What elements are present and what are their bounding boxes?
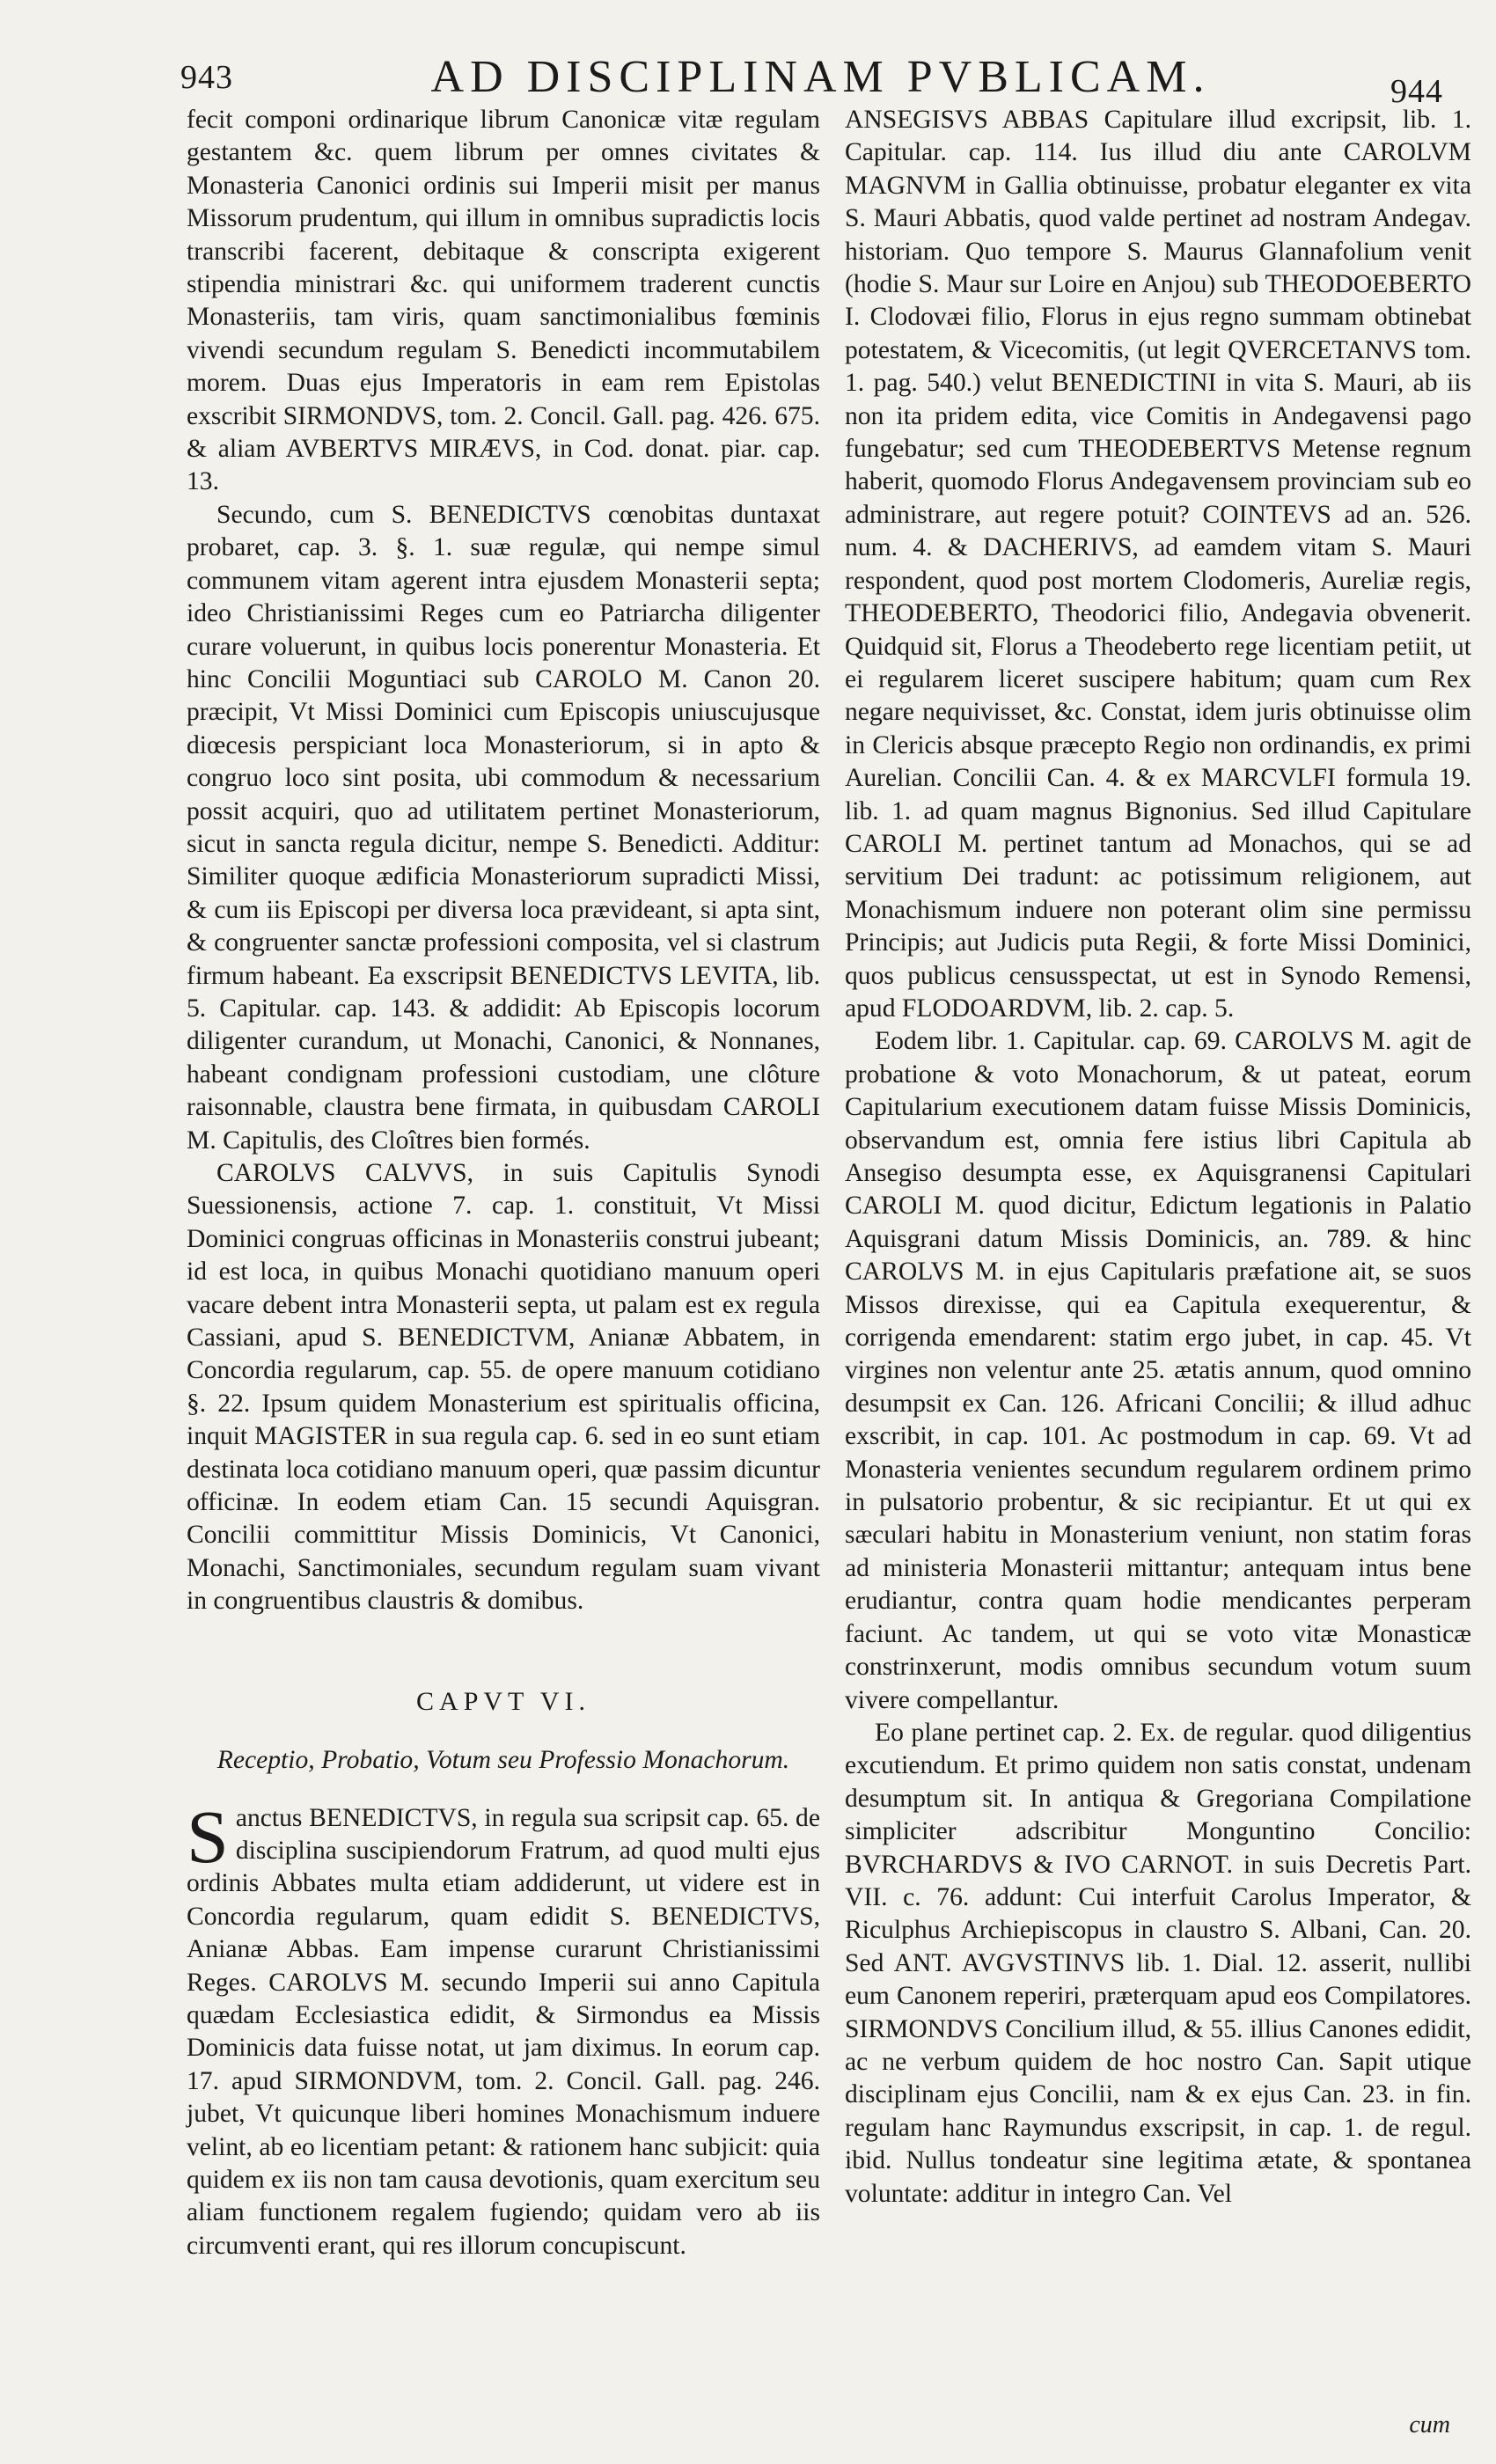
catchword: cum: [1409, 2411, 1450, 2438]
drop-cap: S: [187, 1793, 229, 1879]
page-header: [180, 51, 1461, 110]
left-paragraph-4: [187, 1793, 820, 2263]
page-number-right: 944: [1390, 73, 1443, 110]
chapter-subtitle: Receptio, Probatio, Votum seu Professio Monachorum.: [216, 1746, 790, 1775]
left-paragraph-2: Secundo, cum S. BENEDICTVS cœnobitas duntaxat probaret, cap. 3. §. 1. suæ regulæ, qui nempe simul communem vitam agerent intra ejusdem Monasterii septa; ideo Christianissimi Reges cum eo Patriarcha diligenter curare voluerunt, in quibus locis ponerentur Monasteria. Et hinc Concilii Moguntiaci sub CAROLO M. Canon 20. præcipit, Vt Missi Dominici cum Episcopis uniuscujusque diœcesis perspiciant loca Monasteriorum, si in apto & congruo loco sint posita, ubi commodum & necessarium possit acquiri, quo ad utilitatem pertinet Monasteriorum, sicut in sancta regula dicitur, nempe S. Benedicti. Additur: Similiter quoque ædificia Monasteriorum supradicti Missi, & cum iis Episcopi per diversa loca prævideant, si apta sint, & congruenter sanctæ professioni composita, vel si clastrum firmum habeant. Ea exscripsit BENEDICTVS LEVITA, lib. 5. Capitular. cap. 143. & addidit: Ab Episcopis locorum diligenter curandum, ut Monachi, Canonici, & Nonnanes, habeant condignam professioni custodiam, une clôture raisonnable, claustra bene firmata, in quibusdam CAROLI M. Capitulis, des Cloîtres bien formés.: [187, 500, 820, 1155]
right-column: [845, 104, 1471, 2211]
right-paragraph-1: ANSEGISVS ABBAS Capitulare illud excripsit, lib. 1. Capitular. cap. 114. Ius illud diu ante CAROLVM MAGNVM in Gallia obtinuisse, probatur eleganter ex vita S. Mauri Abbatis, quod valde pertinet ad nostram Andegav. historiam. Quo tempore S. Maurus Glannafolium venit (hodie S. Maur sur Loire en Anjou) sub THEODOEBERTO I. Clodovæi filio, Florus in ejus regno summam obtinebat potestatem, & Vicecomitis, (ut legit QVERCETANVS tom. 1. pag. 540.) velut BENEDICTINI in vita S. Mauri, ab iis non ita pridem edita, vice Comitis in Andegavensi pago fungebatur; sed cum THEODEBERTVS Metense regnum haberit, quomodo Florus Andegavensem provinciam sub eo administrare, aut regere potuit? COINTEVS ad an. 526. num. 4. & DACHERIVS, ad eamdem vitam S. Mauri respondent, quod post mortem Clodomeris, Aureliæ regis, THEODEBERTO, Theodorici filio, Andegavia obvenerit. Quidquid sit, Florus a Theodeberto rege licentiam petiit, ut ei regularem liceret suscipere habitum; quam cum Rex negare nequivisset, &c. Constat, idem juris obtinuisse olim in Clericis absque præcepto Regio non ordinandis, ex primi Aurelian. Concilii Can. 4. & ex MARCVLFI formula 19. lib. 1. ad quam magnus Bignonius. Sed illud Capitulare CAROLI M. pertinet tantum ad Monachos, qui se ad servitium Dei tradunt: ac potissimum religionem, aut Monachismum induere non poterant olim sine permissu Principis; aut Judicis puta Regii, & forte Missi Dominici, quos publicus censusspectat, ut est in Synodo Remensi, apud FLODOARDVM, lib. 2. cap. 5.: [845, 106, 1471, 1023]
running-title: AD DISCIPLINAM PVBLICAM.: [430, 52, 1211, 102]
right-paragraph-2: Eodem libr. 1. Capitular. cap. 69. CAROLVS M. agit de probatione & voto Monachorum, & ut pateat, eorum Capitularium executionem datam fuisse Missis Dominicis, observandum est, omnia fere istius libri Capitula ab Ansegiso desumpta esse, ex Aquisgranensi Capitulari CAROLI M. quod dicitur, Edictum legationis in Palatio Aquisgrani datum Missis Dominicis, an. 789. & hinc CAROLVS M. in ejus Capitularis præfatione ait, se suos Missos direxisse, qui ea Capitula exequerentur, & corrigenda emendarent: statim ergo jubet, in cap. 45. Vt virgines non velentur ante 25. ætatis annum, quod omnino desumpsit ex Can. 126. Africani Concilii; & illud adhuc exscribit, in cap. 101. Ac postmodum in cap. 69. Vt ad Monasteria venientes secundum regularem ordinem primo in pulsatorio probentur, & sic recipiantur. Et ut qui ex sæculari habitu in Monasterium veniunt, non statim foras ad ministeria Monasterii mittantur; antequam intus bene erudiantur, contra quam hodie mendicantes perperam faciunt. Ac tandem, ut qui se voto vitæ Monasticæ constrinxerunt, modis omnibus secundum votum suum vivere compellantur.: [845, 1027, 1471, 1714]
left-paragraph-3: CAROLVS CALVVS, in suis Capitulis Synodi Suessionensis, actione 7. cap. 1. constituit, Vt Missi Dominici congruas officinas in Monasteriis construi jubeant; id est loca, in quibus Monachi quotidiano manuum operi vacare debent intra Monasterii septa, ut palam est ex regula Cassiani, apud S. BENEDICTVM, Anianæ Abbatem, in Concordia regularum, cap. 55. de opere manuum cotidiano §. 22. Ipsum quidem Monasterium est spiritualis officina, inquit MAGISTER in sua regula cap. 6. sed in eo sunt etiam destinata loca cotidiano manuum operi, quæ passim dicuntur officinæ. In eodem etiam Can. 15 secundi Aquisgran. Concilii committitur Missis Dominicis, Vt Canonici, Monachi, Sanctimoniales, secundum regulam suam vivant in congruentibus claustris & domibus.: [187, 1159, 820, 1616]
right-paragraph-3: Eo plane pertinet cap. 2. Ex. de regular. quod diligentius excutiendum. Et primo quidem non satis constat, undenam desumptum sit. In antiqua & Gregoriana Compilatione simpliciter adscribitur Monguntino Concilio: BVRCHARDVS & IVO CARNOT. in suis Decretis Part. VII. c. 76. addunt: Cui interfuit Carolus Imperator, & Riculphus Archiepiscopus in claustro S. Albani, Can. 20. Sed ANT. AVGVSTINVS lib. 1. Dial. 12. asserit, nullibi eum Canonem reperiri, præterquam apud eos Compilatores. SIRMONDVS Concilium illud, & 55. illius Canones edidit, ac ne verbum quidem de hoc nostro Can. Sapit utique disciplinam ejus Concilii, nam & ex ejus Can. 23. in fin. regulam hanc Raymundus exscripsit, in cap. 1. de regul. ibid. Nullus tondeatur sine legitima ætate, & spontanea voluntate: additur in integro Can. Vel: [845, 1718, 1471, 2208]
page-number-left: 943: [180, 59, 233, 96]
chapter-heading: CAPVT VI.: [416, 1686, 590, 1716]
left-paragraph-1: fecit componi ordinarique librum Canonicæ vitæ regulam gestantem &c. quem librum per omnes civitates & Monasteria Canonici ordinis sui Imperii misit per manus Missorum prudentum, qui illum in omnibus supradictis locis transcribi facerent, debitaque & conscripta exigerent stipendia ministrari &c. qui uniformem traderent cunctis Monasteriis, tam viris, quam sanctimonialibus fœminis vivendi secundum regulam S. Benedicti incommutabilem morem. Duas ejus Imperatoris in eam rem Epistolas exscribit SIRMONDVS, tom. 2. Concil. Gall. pag. 426. 675. & aliam AVBERTVS MIRÆVS, in Cod. donat. piar. cap. 13.: [187, 106, 820, 496]
left-column: [187, 104, 820, 2262]
left-paragraph-4-text: anctus BENEDICTVS, in regula sua scripsit cap. 65. de disciplina suscipiendorum Fratrum, ad quod multi ejus ordinis Abbates multa etiam addiderunt, ut videre est in Concordia regularum, quam edidit S. BENEDICTVS, Anianæ Abbas. Eam impense curarunt Christianissimi Reges. CAROLVS M. secundo Imperii sui anno Capitula quædam Ecclesiastica edidit, & Sirmondus ea Missis Dominicis data fuisse notat, ut jam diximus. In eorum cap. 17. apud SIRMONDVM, tom. 2. Concil. Gall. pag. 246. jubet, Vt quicunque liberi homines Monachismum induere velint, ab eo licentiam petant: & rationem hanc subjicit: quia quidem ex iis non tam causa devotionis, quam exercitum seu aliam functionem regalem fugiendo; quidam vero ab iis circumventi erant, qui res illorum concupiscunt.: [187, 1803, 820, 2260]
